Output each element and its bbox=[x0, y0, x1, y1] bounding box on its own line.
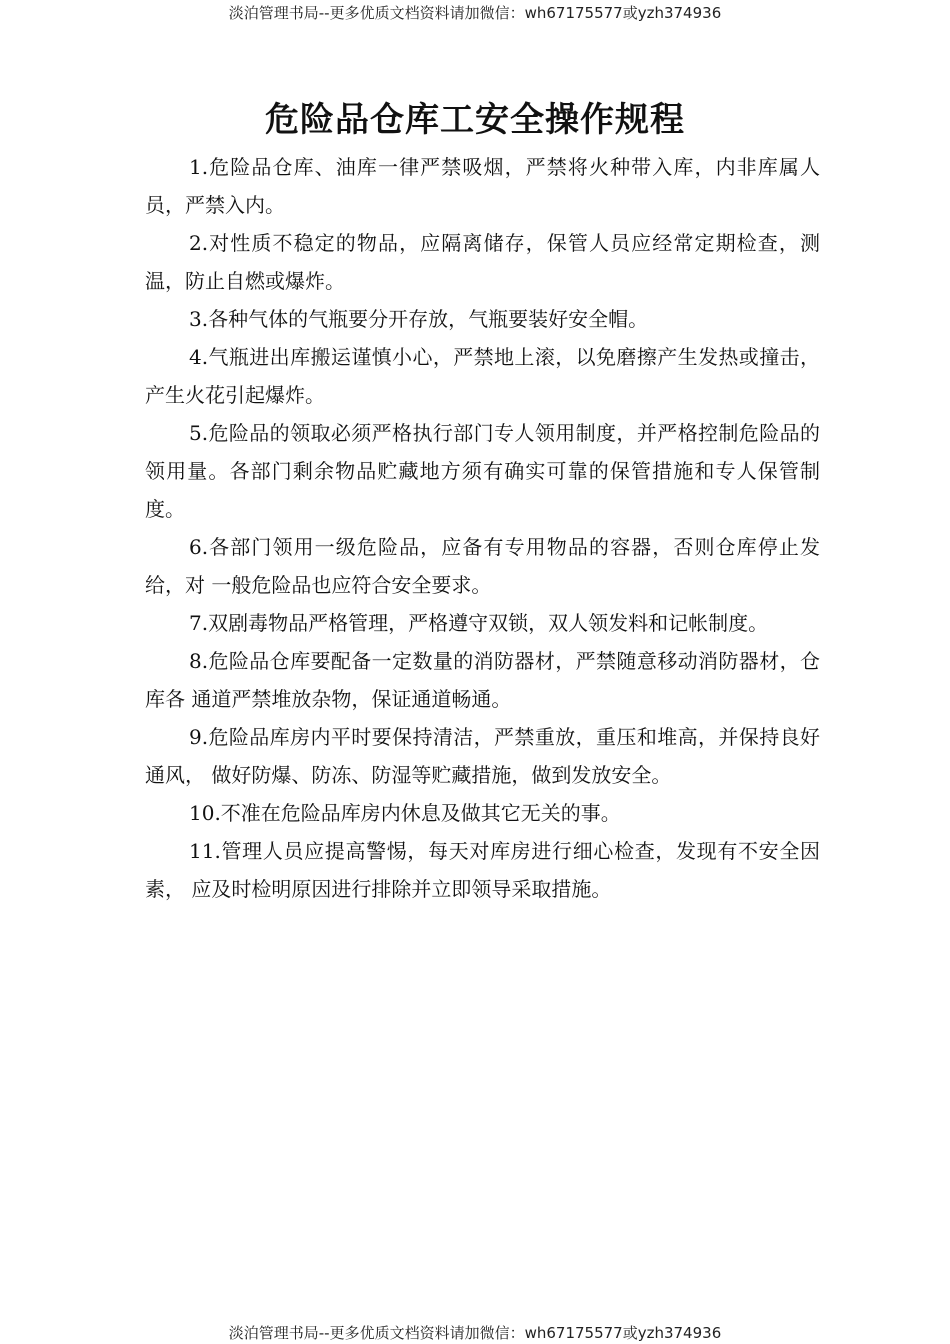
page-header: 淡泊管理书局--更多优质文档资料请加微信：wh67175577或yzh374936 bbox=[228, 4, 722, 22]
rule-item: 4.气瓶进出库搬运谨慎小心，严禁地上滚，以免磨擦产生发热或撞击，产生火花引起爆炸。 bbox=[145, 345, 820, 407]
rule-item: 11.管理人员应提高警惕，每天对库房进行细心检查，发现有不安全因素， 应及时检明原因进行排除并立即领导采取措施。 bbox=[145, 839, 820, 901]
rule-item: 1.危险品仓库、油库一律严禁吸烟，严禁将火种带入库，内非库属人员，严禁入内。 bbox=[145, 155, 820, 217]
rule-item: 8.危险品仓库要配备一定数量的消防器材，严禁随意移动消防器材，仓库各 通道严禁堆放杂物，保证通道畅通。 bbox=[145, 649, 820, 711]
rule-item: 5.危险品的领取必须严格执行部门专人领用制度，并严格控制危险品的领用量。各部门剩余物品贮藏地方须有确实可靠的保管措施和专人保管制度。 bbox=[145, 421, 820, 521]
page-footer: 淡泊管理书局--更多优质文档资料请加微信：wh67175577或yzh374936 bbox=[228, 1324, 722, 1342]
rule-item: 2.对性质不稳定的物品，应隔离储存，保管人员应经常定期检查，测温，防止自燃或爆炸。 bbox=[145, 231, 820, 293]
rule-item: 10.不准在危险品库房内休息及做其它无关的事。 bbox=[189, 801, 621, 825]
rule-item: 6.各部门领用一级危险品，应备有专用物品的容器，否则仓库停止发给，对 一般危险品也应符合安全要求。 bbox=[145, 535, 820, 597]
document-body bbox=[145, 148, 820, 908]
document-title: 危险品仓库工安全操作规程 bbox=[265, 100, 685, 140]
rule-item: 9.危险品库房内平时要保持清洁，严禁重放，重压和堆高，并保持良好通风， 做好防爆、防冻、防湿等贮藏措施，做到发放安全。 bbox=[145, 725, 820, 787]
rule-item: 3.各种气体的气瓶要分开存放，气瓶要装好安全帽。 bbox=[189, 307, 649, 331]
rule-item: 7.双剧毒物品严格管理，严格遵守双锁，双人领发料和记帐制度。 bbox=[189, 611, 769, 635]
